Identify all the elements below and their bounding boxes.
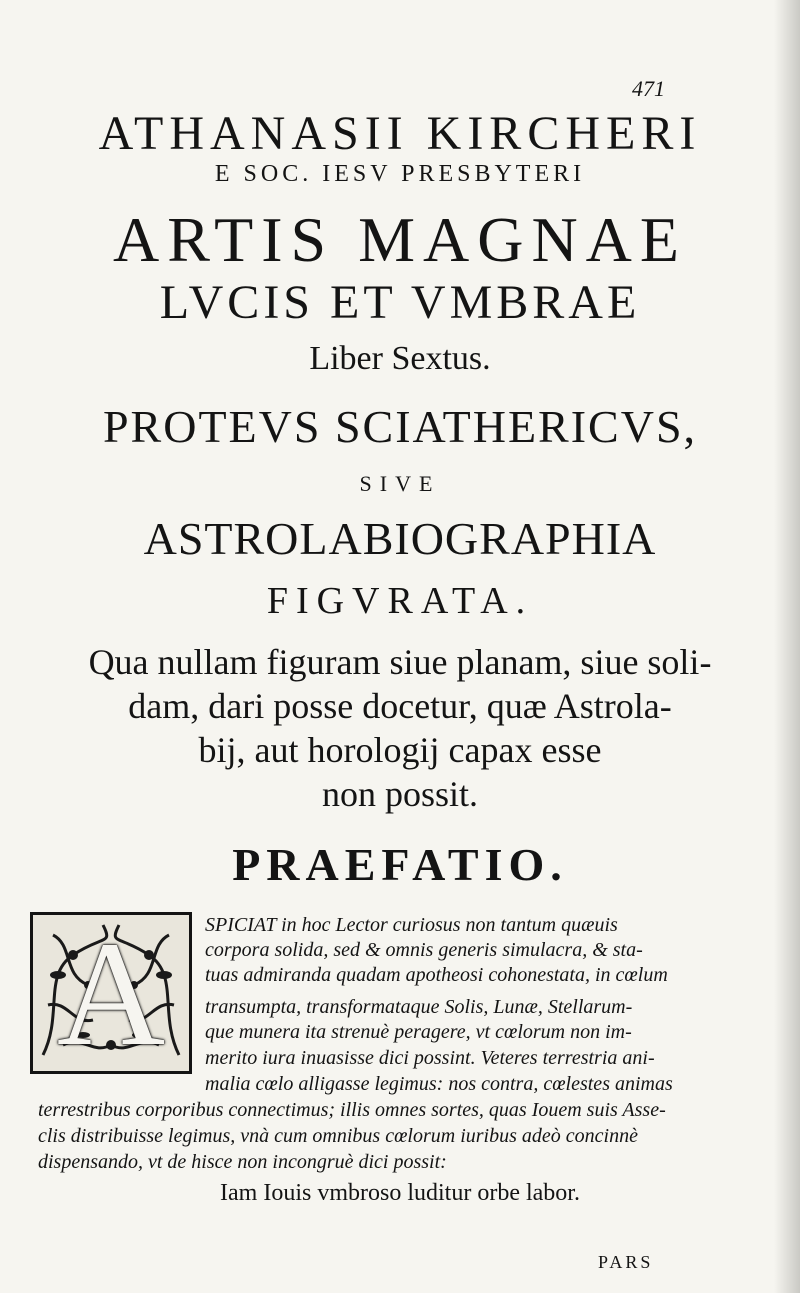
description-line: Qua nullam figuram siue planam, siue soli- <box>88 642 712 682</box>
closing-verse: Iam Iouis vmbroso luditur orbe labor. <box>220 1180 580 1206</box>
description-line: non possit. <box>321 774 479 814</box>
preface-line: tuas admiranda quadam apotheosi cohonestata, in cœlum <box>205 964 668 986</box>
preface-line: transumpta, transformataque Solis, Lunæ, Stellarum- <box>205 996 633 1018</box>
society-line: E SOC. IESV PRESBYTERI <box>214 161 586 187</box>
description-line: dam, dari posse docetur, quæ Astrola- <box>128 686 672 726</box>
preface-line: SPICIAT in hoc Lector curiosus non tantum quæuis <box>205 914 618 936</box>
preface-line: malia cœlo alligasse legimus: nos contra, cœlestes animas <box>205 1073 673 1095</box>
preface-line: merito iura inuasisse dici possint. Veteres terrestria ani- <box>205 1047 655 1069</box>
author-heading: ATHANASII KIRCHERI <box>98 107 702 160</box>
preface-line: terrestribus corporibus connectimus; illis omnes sortes, quas Iouem suis Asse- <box>38 1099 666 1121</box>
initial-letter: A <box>56 911 166 1077</box>
preface-line: dispensando, vt de hisce non incongruè dici possit: <box>38 1151 447 1173</box>
preface-heading: PRAEFATIO. <box>232 839 568 890</box>
subtitle-line2: ASTROLABIOGRAPHIA <box>143 513 657 564</box>
catchword: PARS <box>598 1252 654 1272</box>
decorated-initial <box>30 911 192 1077</box>
book-label: Liber Sextus. <box>309 340 491 377</box>
subtitle-line3: FIGVRATA. <box>266 580 534 622</box>
subtitle-sive: SIVE <box>359 471 441 496</box>
page-number: 471 <box>632 76 665 101</box>
work-title-line1: ARTIS MAGNAE <box>113 204 687 275</box>
subtitle-line1: PROTEVS SCIATHERICVS, <box>102 401 698 452</box>
description-line: bij, aut horologij capax esse <box>198 730 602 770</box>
work-title-line2: LVCIS ET VMBRAE <box>159 276 641 329</box>
preface-line: que munera ita strenuè peragere, vt cœlorum non im- <box>205 1021 632 1043</box>
preface-line: clis distribuisse legimus, vnà cum omnibus cœlorum iuribus adeò concinnè <box>38 1125 638 1147</box>
preface-line: corpora solida, sed & omnis generis simulacra, & sta- <box>205 939 643 961</box>
